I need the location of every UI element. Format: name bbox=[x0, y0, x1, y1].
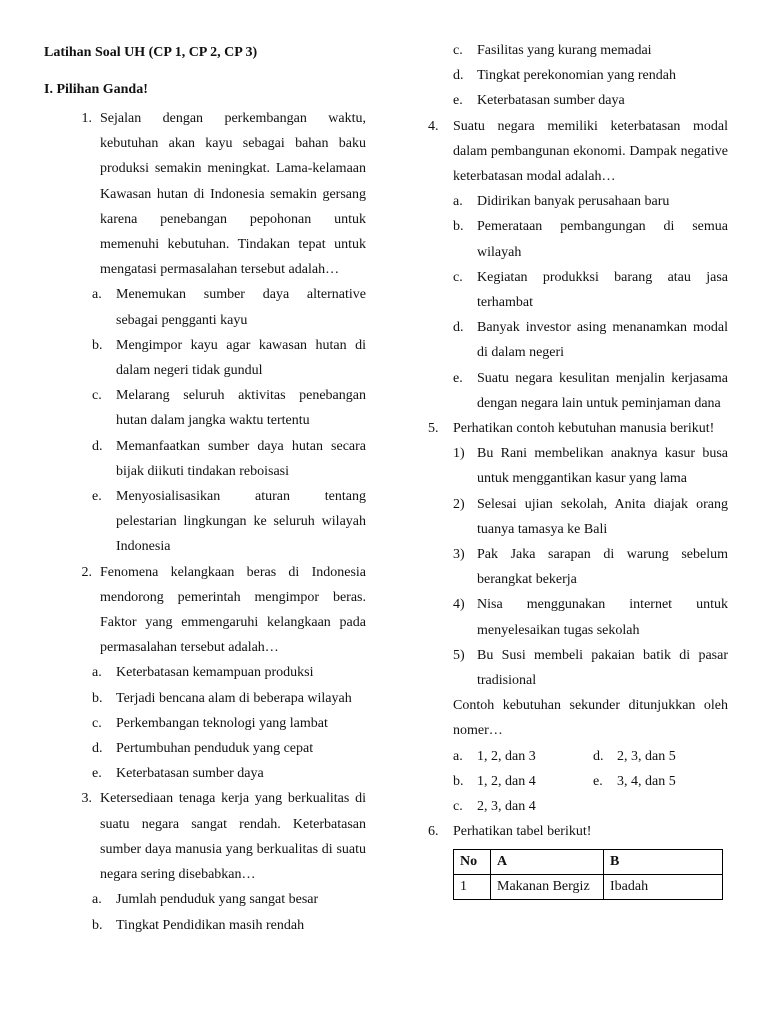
question-6-table bbox=[453, 849, 723, 900]
table-header-cell: No bbox=[454, 849, 491, 874]
option-d bbox=[453, 63, 728, 88]
option-text: Terjadi bencana alam di beberapa wilayah bbox=[116, 690, 352, 706]
option-text: Tingkat perekonomian yang rendah bbox=[477, 68, 676, 84]
table-header-cell: A bbox=[491, 849, 604, 874]
option-text: Pemerataan pembangungan di semua wilayah bbox=[477, 219, 728, 260]
option-text: 1, 2, dan 3 bbox=[477, 748, 536, 764]
table-cell: Ibadah bbox=[604, 874, 723, 899]
option-e bbox=[593, 769, 733, 794]
item-text: Bu Rani membelikan anaknya kasur busa untuk menggantikan kasur yang lama bbox=[477, 446, 728, 487]
item-number: 3) bbox=[453, 547, 465, 563]
table-cell: 1 bbox=[454, 874, 491, 899]
option-text: Memanfaatkan sumber daya hutan secara bijak diikuti tindakan reboisasi bbox=[116, 438, 366, 479]
option-text: Banyak investor asing menanamkan modal di dalam negeri bbox=[477, 320, 728, 361]
left-column bbox=[44, 40, 366, 938]
option-letter: b. bbox=[453, 219, 464, 235]
option-e bbox=[453, 88, 728, 113]
option-a bbox=[92, 282, 366, 332]
option-b bbox=[453, 214, 728, 264]
item-number: 5) bbox=[453, 647, 465, 663]
item-1 bbox=[453, 441, 728, 491]
item-text: Nisa menggunakan internet untuk menyelesaikan tugas sekolah bbox=[477, 597, 728, 638]
option-text: Pertumbuhan penduduk yang cepat bbox=[116, 741, 314, 757]
option-letter: a. bbox=[453, 194, 463, 210]
option-letter: a. bbox=[92, 665, 102, 681]
question-5-prompt: Contoh kebutuhan sekunder ditunjukkan oleh nomer… bbox=[453, 698, 728, 739]
option-letter: e. bbox=[593, 773, 603, 789]
option-text: Perkembangan teknologi yang lambat bbox=[116, 715, 328, 731]
question-number: 3. bbox=[81, 791, 92, 807]
item-text: Selesai ujian sekolah, Anita diajak orang tuanya tamasya ke Bali bbox=[477, 496, 728, 537]
option-letter: b. bbox=[453, 773, 464, 789]
option-letter: d. bbox=[92, 741, 103, 757]
option-text: Kegiatan produkksi barang atau jasa terhambat bbox=[477, 269, 728, 311]
question-number: 6. bbox=[428, 824, 439, 840]
option-letter: b. bbox=[92, 337, 103, 353]
option-b bbox=[92, 333, 366, 383]
question-3-options-right bbox=[453, 38, 728, 114]
question-number: 2. bbox=[81, 564, 92, 580]
option-c bbox=[92, 711, 366, 736]
item-5 bbox=[453, 643, 728, 693]
document-title: Latihan Soal UH (CP 1, CP 2, CP 3) bbox=[44, 45, 258, 60]
option-b bbox=[92, 686, 366, 711]
option-letter: d. bbox=[593, 748, 604, 764]
option-text: Menyosialisasikan aturan tentang pelestarian lingkungan ke seluruh wilayah Indonesia bbox=[116, 489, 366, 555]
question-1-options bbox=[92, 282, 366, 559]
option-text: 3, 4, dan 5 bbox=[617, 773, 676, 789]
option-text: Tingkat Pendidikan masih rendah bbox=[116, 917, 305, 933]
option-text: Keterbatasan sumber daya bbox=[116, 766, 264, 782]
option-b bbox=[92, 913, 366, 938]
option-text: Melarang seluruh aktivitas penebangan hutan dalam jangka waktu tertentu bbox=[116, 388, 366, 429]
question-5-items bbox=[453, 441, 728, 693]
table-cell: Makanan Bergiz bbox=[491, 874, 604, 899]
option-e bbox=[92, 761, 366, 786]
option-e bbox=[453, 366, 728, 416]
question-number: 5. bbox=[428, 421, 439, 437]
item-text: Pak Jaka sarapan di warung sebelum berangkat bekerja bbox=[477, 547, 728, 588]
option-text: Keterbatasan kemampuan produksi bbox=[116, 665, 314, 681]
question-6 bbox=[428, 819, 728, 844]
option-c bbox=[453, 38, 728, 63]
question-2 bbox=[44, 560, 366, 661]
question-text: Sejalan dengan perkembangan waktu, kebutuhan akan kayu sebagai bahan baku produksi semakin meningkat. Lama-kelamaan Kawasan hutan di Indonesia semakin gersang karena penebangan pepohonan untuk memenuhi kebutuhan. Tindakan tepat untuk mengatasi permasalahan tersebut adalah… bbox=[100, 111, 366, 278]
option-letter: e. bbox=[92, 766, 102, 782]
item-number: 1) bbox=[453, 446, 465, 462]
question-text: Ketersediaan tenaga kerja yang berkualitas di suatu negara sangat rendah. Keterbatasan sumber daya manusia yang berkualitas di suatu negara sering disebabkan… bbox=[100, 791, 366, 883]
option-c bbox=[453, 265, 728, 315]
question-5-options bbox=[453, 744, 728, 820]
option-text: Jumlah penduduk yang sangat besar bbox=[116, 892, 319, 908]
item-2 bbox=[453, 492, 728, 542]
item-3 bbox=[453, 542, 728, 592]
option-letter: e. bbox=[92, 489, 102, 505]
option-letter: e. bbox=[453, 370, 463, 386]
option-letter: b. bbox=[92, 917, 103, 933]
question-5 bbox=[428, 416, 728, 441]
option-text: Keterbatasan sumber daya bbox=[477, 93, 625, 109]
option-text: 1, 2, dan 4 bbox=[477, 773, 536, 789]
right-column bbox=[428, 38, 728, 900]
option-text: 2, 3, dan 5 bbox=[617, 748, 676, 764]
question-4-options bbox=[453, 189, 728, 416]
option-a bbox=[92, 887, 366, 912]
item-text: Bu Susi membeli pakaian batik di pasar tradisional bbox=[477, 647, 728, 689]
option-a bbox=[92, 660, 366, 685]
option-letter: d. bbox=[453, 68, 464, 84]
question-4 bbox=[428, 114, 728, 190]
option-letter: a. bbox=[453, 748, 463, 764]
option-letter: c. bbox=[92, 388, 102, 404]
table-header-row bbox=[454, 849, 723, 874]
option-d bbox=[593, 744, 733, 769]
table-row bbox=[454, 874, 723, 899]
question-3-options-left bbox=[92, 887, 366, 937]
option-d bbox=[453, 315, 728, 365]
option-text: 2, 3, dan 4 bbox=[477, 799, 536, 815]
option-d bbox=[92, 434, 366, 484]
option-d bbox=[92, 736, 366, 761]
option-text: Mengimpor kayu agar kawasan hutan di dalam negeri tidak gundul bbox=[116, 337, 366, 379]
option-a bbox=[453, 744, 593, 769]
item-4 bbox=[453, 592, 728, 642]
option-c bbox=[92, 383, 366, 433]
option-e bbox=[92, 484, 366, 560]
option-c bbox=[453, 794, 593, 819]
section-title: I. Pilihan Ganda! bbox=[44, 82, 148, 97]
option-letter: c. bbox=[453, 43, 463, 58]
question-3 bbox=[44, 786, 366, 887]
question-1 bbox=[44, 106, 366, 282]
option-letter: c. bbox=[453, 269, 463, 285]
option-letter: b. bbox=[92, 690, 103, 706]
question-text: Perhatikan tabel berikut! bbox=[453, 824, 592, 840]
option-a bbox=[453, 189, 728, 214]
option-letter: c. bbox=[453, 799, 463, 815]
option-letter: e. bbox=[453, 93, 463, 109]
option-letter: a. bbox=[92, 287, 102, 303]
question-text: Suatu negara memiliki keterbatasan modal dalam pembangunan ekonomi. Dampak negative keterbatasan modal adalah… bbox=[453, 118, 728, 185]
question-number: 4. bbox=[428, 118, 439, 134]
option-b bbox=[453, 769, 593, 794]
item-number: 4) bbox=[453, 597, 465, 613]
question-number: 1. bbox=[81, 111, 92, 126]
option-text: Fasilitas yang kurang memadai bbox=[477, 43, 652, 58]
item-number: 2) bbox=[453, 496, 465, 512]
option-text: Suatu negara kesulitan menjalin kerjasama dengan negara lain untuk peminjaman dana bbox=[477, 370, 728, 411]
option-letter: d. bbox=[453, 320, 464, 336]
question-text: Perhatikan contoh kebutuhan manusia berikut! bbox=[453, 421, 715, 437]
question-text: Fenomena kelangkaan beras di Indonesia mendorong pemerintah mengimpor beras. Faktor yang emmengaruhi kelangkaan pada permasalahan tersebut adalah… bbox=[100, 564, 366, 656]
table-header-cell: B bbox=[604, 849, 723, 874]
option-text: Menemukan sumber daya alternative sebagai pengganti kayu bbox=[116, 287, 366, 328]
option-letter: d. bbox=[92, 438, 103, 454]
option-letter: a. bbox=[92, 892, 102, 908]
option-text: Didirikan banyak perusahaan baru bbox=[477, 194, 670, 210]
question-2-options bbox=[92, 660, 366, 786]
option-letter: c. bbox=[92, 715, 102, 731]
